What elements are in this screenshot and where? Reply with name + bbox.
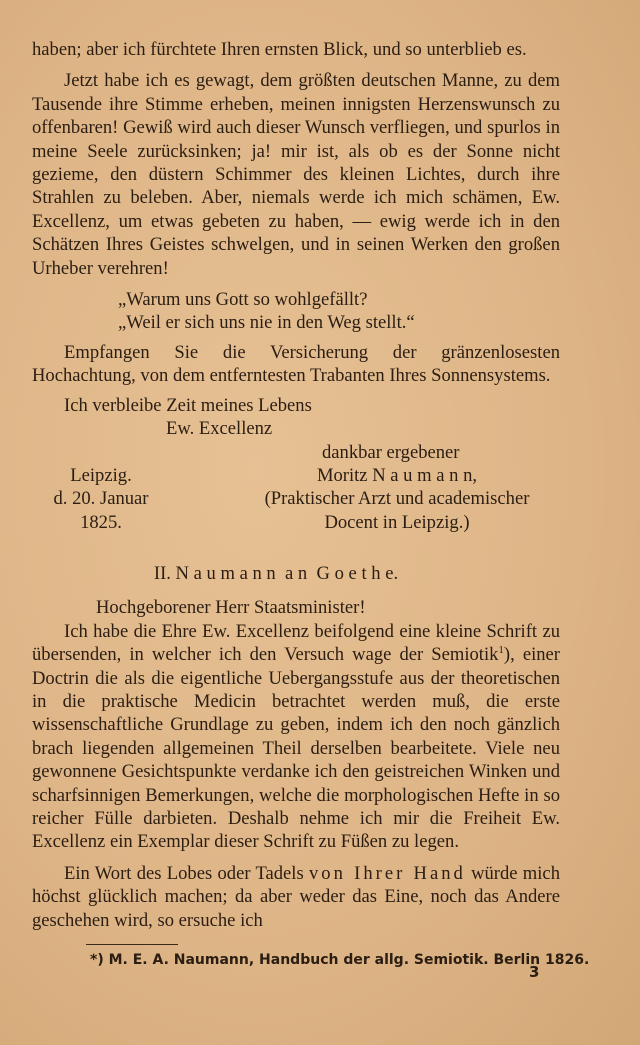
paragraph-jetzt: Jetzt habe ich es gewagt, dem größten deutschen Manne, zu dem Tausende ihre Stimme erheben, meinen innigsten Herzenswunsch zu offenbaren! Gewiß wird auch dieser Wunsch verfliegen, und spurlos in meine Seele zurücksinken; ja! mir ist, als ob es der Sonne nicht gezieme, den düstern Schimmer des kleinen Lichtes, durch ihre Strahlen zu beleben. Aber, niemals werde ich mich schämen, Ew. Excellenz, um etwas gebeten zu haben, — ewig werde ich in den Schätzen Ihres Geistes schwelgen, und in seinen Werken den großen Urheber verehren! [32,70,560,279]
text-run: Ich habe die Ehre Ew. Excellenz beifolgend eine kleine Schrift zu übersenden, in welcher ich den Versuch wage der Semiotik [32,620,560,666]
closing-ergebener: dankbar ergebener [322,441,460,463]
place: Leipzig. [70,464,132,486]
signature [244,464,550,534]
place-date [32,464,170,534]
text-run: würde mich höchst glücklich machen; da aber weder das Eine, noch das Andere geschehen wird, so ersuche ich [32,862,560,931]
closing-line: Ich verbleibe Zeit meines Lebens [64,394,312,416]
verse-line: „Weil er sich uns nie in den Weg stellt.“ [118,312,415,334]
salutation: Hochgeborener Herr Staatsminister! [96,597,366,619]
closing-excellenz: Ew. Excellenz [166,418,273,440]
date-line: d. 20. Januar [53,488,149,510]
verse-line: „Warum uns Gott so wohlgefällt? [118,289,368,311]
paragraph-empfangen: Empfangen Sie die Versicherung der gränzenlosesten Hochachtung, von dem entferntesten Trabanten Ihres Sonnensystems. [32,341,560,387]
signature-name: Moritz N a u m a n n, [316,464,478,486]
footnote: *) M. E. A. Naumann, Handbuch der allg. Semiotik. Berlin 1826. [90,952,590,968]
page-number: 3 [529,963,540,981]
page-body [32,38,560,932]
footnote-ref: 1 [498,643,504,656]
date-year: 1825. [80,511,122,533]
signature-title-cont: Docent in Leipzig.) [324,511,470,533]
footnote-divider [86,944,178,945]
spaced-emphasis: von Ihrer Hand [308,862,466,884]
text-run: Ein Wort des Lobes oder Tadels [64,862,309,884]
signature-block [32,464,560,536]
section-heading: II. N a u m a n n a n G o e t h e. [153,562,399,584]
paragraph-continuation: haben; aber ich fürchtete Ihren ernsten Blick, und so unterblieb es. [32,39,527,60]
text-run: ), einer Doctrin die als die eigentliche Uebergangsstufe aus der theoretischen in die praktische Medicin betrachtet werden muß, die erste wissenschaftliche Grundlage zu geben, indem ich den noch gänzlich brach liegenden allgemeinen Theil derselben bearbeitete. Viele neu gewonnene Gesichtspunkte verdanke ich den geistreichen Winken und scharfsinnigen Bemerkungen, welche die morphologischen Hefte in so reicher Fülle darbieten. Deshalb nehme ich mir die Freiheit Ew. Excellenz ein Exemplar dieser Schrift zu Füßen zu legen. [32,644,560,853]
paragraph-ich-habe [32,620,560,854]
signature-title: (Praktischer Arzt und academischer [264,488,530,510]
verse-quote [118,288,560,335]
paragraph-ein-wort [32,862,560,932]
